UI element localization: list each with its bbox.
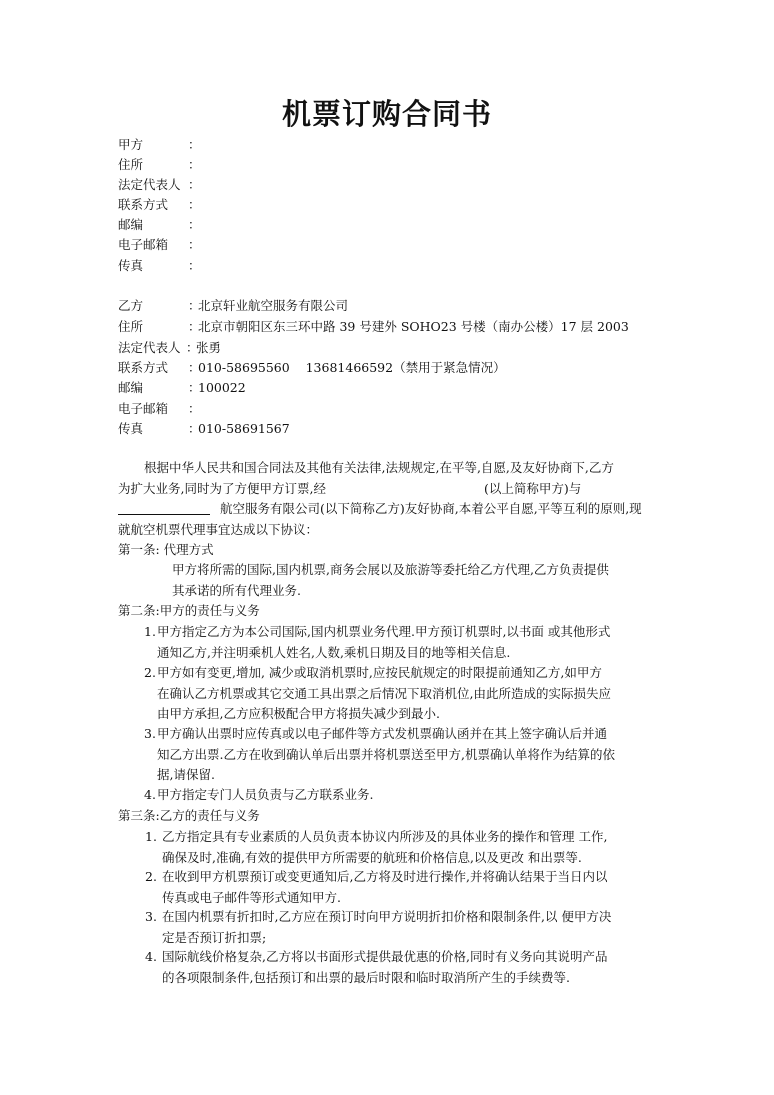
article-1-line: 甲方将所需的国际,国内机票,商务会展以及旅游等委托给乙方代理,乙方负责提供 bbox=[172, 562, 609, 577]
field-value: 010-58695560 13681466592（禁用于紧急情况） bbox=[198, 360, 506, 375]
article-2-heading: 第二条:甲方的责任与义务 bbox=[118, 603, 260, 618]
field-label: 住所 bbox=[118, 157, 144, 172]
field-colon: ： bbox=[188, 401, 201, 416]
item-number: 2. bbox=[144, 665, 156, 680]
intro-text: 航空服务有限公司(以下简称乙方)友好协商,本着公平自愿,平等互利的原则,现 bbox=[220, 501, 642, 516]
item-line: 在收到甲方机票预订或变更通知后,乙方将及时进行操作,并将确认结果于当日内以 bbox=[162, 869, 608, 884]
article-3-item bbox=[145, 947, 608, 988]
article-2-item bbox=[144, 663, 611, 725]
intro-paragraph bbox=[118, 458, 642, 540]
field-colon: ： bbox=[188, 360, 201, 375]
article-2-item bbox=[144, 785, 374, 806]
field-label: 住所 bbox=[118, 319, 144, 334]
field-label: 甲方 bbox=[118, 137, 144, 152]
item-number: 1. bbox=[144, 624, 156, 639]
article-2-item bbox=[144, 724, 615, 786]
field-label: 电子邮箱 bbox=[118, 401, 169, 416]
item-number: 4. bbox=[144, 787, 156, 802]
blank-underline bbox=[118, 501, 210, 515]
field-colon: ： bbox=[188, 319, 201, 334]
document-title: 机票订购合同书 bbox=[281, 97, 492, 131]
item-line: 通知乙方,并注明乘机人姓名,人数,乘机日期及目的地等相关信息. bbox=[157, 644, 511, 660]
field-label: 乙方 bbox=[118, 298, 144, 313]
article-3-item bbox=[145, 827, 608, 868]
field-value: 北京市朝阳区东三环中路 39 号建外 SOHO23 号楼（南办公楼）17 层 2003 bbox=[198, 319, 629, 334]
field-colon: ： bbox=[188, 157, 201, 172]
item-line: 定是否预订折扣票; bbox=[162, 929, 267, 945]
item-line: 甲方确认出票时应传真或以电子邮件等方式发机票确认函并在其上签字确认后并通 bbox=[157, 726, 608, 741]
field-label: 法定代表人 bbox=[118, 177, 181, 192]
field-label: 传真 bbox=[118, 258, 144, 273]
intro-line bbox=[118, 479, 642, 500]
field-label: 联系方式 bbox=[118, 197, 169, 212]
field-colon: ： bbox=[188, 298, 201, 313]
item-line: 的各项限制条件,包括预订和出票的最后时限和临时取消所产生的手续费等. bbox=[162, 969, 570, 985]
item-number: 1. bbox=[145, 829, 157, 844]
article-3-item bbox=[145, 907, 612, 948]
item-line: 据,请保留. bbox=[157, 767, 215, 782]
article-1-line: 其承诺的所有代理业务. bbox=[172, 582, 301, 598]
item-number: 4. bbox=[145, 949, 157, 964]
item-line: 确保及时,准确,有效的提供甲方所需要的航班和价格信息,以及更改 和出票等. bbox=[162, 849, 582, 865]
article-3-item bbox=[145, 867, 608, 908]
field-label: 联系方式 bbox=[118, 360, 169, 375]
field-colon: ： bbox=[186, 340, 199, 355]
intro-line: 根据中华人民共和国合同法及其他有关法律,法规规定,在平等,自愿,及友好协商下,乙方 bbox=[144, 460, 614, 475]
intro-text: (以上简称甲方)与 bbox=[483, 480, 582, 496]
field-value: 张勇 bbox=[196, 340, 222, 355]
field-colon: ： bbox=[188, 177, 201, 192]
item-number: 3. bbox=[145, 909, 157, 924]
field-colon: ： bbox=[188, 217, 201, 232]
field-label: 法定代表人 bbox=[118, 340, 181, 355]
item-line: 在国内机票有折扣时,乙方应在预订时向甲方说明折扣价格和限制条件,以 便甲方决 bbox=[162, 909, 612, 924]
article-1-heading: 第一条: 代理方式 bbox=[118, 542, 214, 557]
field-colon: ： bbox=[188, 237, 201, 252]
field-colon: ： bbox=[188, 421, 201, 436]
field-label: 电子邮箱 bbox=[118, 237, 169, 252]
field-label: 传真 bbox=[118, 421, 144, 436]
article-3-heading: 第三条:乙方的责任与义务 bbox=[118, 808, 260, 823]
field-colon: ： bbox=[188, 197, 201, 212]
field-colon: ： bbox=[188, 258, 201, 273]
field-colon: ： bbox=[188, 380, 201, 395]
item-number: 2. bbox=[145, 869, 157, 884]
item-line: 甲方指定专门人员负责与乙方联系业务. bbox=[157, 787, 374, 802]
article-2-item bbox=[144, 622, 611, 663]
intro-text: 为扩大业务,同时为了方便甲方订票,经 bbox=[118, 480, 326, 496]
item-line: 知乙方出票.乙方在收到确认单后出票并将机票送至甲方,机票确认单将作为结算的依 bbox=[157, 746, 615, 762]
item-line: 由甲方承担,乙方应积极配合甲方将损失减少到最小. bbox=[157, 706, 440, 721]
intro-line: 就航空机票代理事宜达成以下协议： bbox=[118, 521, 319, 537]
field-colon: ： bbox=[188, 137, 201, 152]
item-line: 乙方指定具有专业素质的人员负责本协议内所涉及的具体业务的操作和管理 工作, bbox=[162, 829, 608, 844]
intro-line bbox=[118, 499, 642, 520]
item-line: 在确认乙方机票或其它交通工具出票之后情况下取消机位,由此所造成的实际损失应 bbox=[157, 685, 611, 701]
field-value: 北京轩业航空服务有限公司 bbox=[198, 298, 349, 313]
field-label: 邮编 bbox=[118, 217, 144, 232]
field-label: 邮编 bbox=[118, 380, 144, 395]
item-line: 甲方如有变更,增加, 减少或取消机票时,应按民航规定的时限提前通知乙方,如甲方 bbox=[157, 665, 602, 680]
item-line: 甲方指定乙方为本公司国际,国内机票业务代理.甲方预订机票时,以书面 或其他形式 bbox=[157, 624, 611, 639]
field-value: 010-58691567 bbox=[198, 421, 290, 436]
item-line: 国际航线价格复杂,乙方将以书面形式提供最优惠的价格,同时有义务向其说明产品 bbox=[162, 949, 608, 964]
article-1-body bbox=[172, 560, 609, 601]
item-line: 传真或电子邮件等形式通知甲方. bbox=[162, 889, 341, 905]
item-number: 3. bbox=[144, 726, 156, 741]
field-value: 100022 bbox=[198, 380, 246, 395]
